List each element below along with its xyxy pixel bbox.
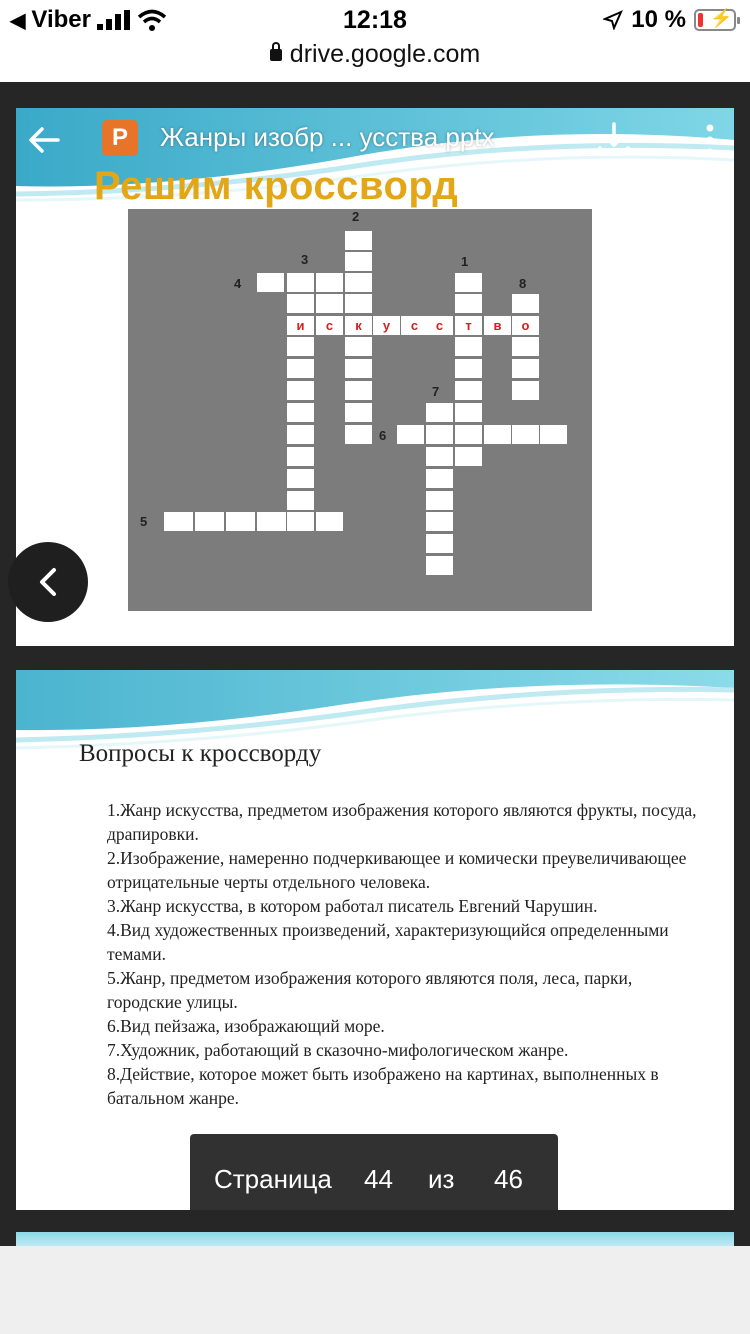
question-item: 2.Изображение, намеренно подчеркивающее и комически преувеличивающее отрицательные черты отдельного человека. bbox=[107, 848, 687, 892]
crossword-grid bbox=[128, 209, 592, 611]
back-to-app-icon[interactable]: ◀ bbox=[10, 9, 26, 32]
crossword-letter-cell: и bbox=[287, 316, 314, 335]
crossword-cell bbox=[512, 381, 539, 400]
crossword-cell bbox=[287, 359, 314, 378]
page-label: Страница bbox=[214, 1164, 332, 1194]
crossword-cell bbox=[455, 359, 482, 378]
crossword-cell bbox=[345, 403, 372, 422]
crossword-cell bbox=[287, 447, 314, 466]
page-of-label: из bbox=[428, 1164, 455, 1194]
crossword-cell bbox=[257, 273, 284, 292]
document-viewer[interactable] bbox=[0, 82, 750, 1246]
crossword-cell bbox=[455, 381, 482, 400]
crossword-cell bbox=[287, 469, 314, 488]
previous-file-button[interactable] bbox=[8, 542, 88, 622]
status-right bbox=[603, 6, 736, 34]
crossword-cell bbox=[345, 337, 372, 356]
crossword-cell bbox=[257, 512, 286, 531]
question-item: 6.Вид пейзажа, изображающий море. bbox=[107, 1016, 385, 1036]
crossword-letter-cell: о bbox=[512, 316, 539, 335]
crossword-cell bbox=[287, 294, 314, 313]
total-pages: 46 bbox=[494, 1164, 523, 1194]
crossword-cell bbox=[512, 359, 539, 378]
clue-number-8: 8 bbox=[519, 276, 527, 291]
crossword-cell bbox=[287, 512, 314, 531]
battery-icon: ⚡ bbox=[694, 9, 736, 31]
crossword-cell bbox=[345, 425, 372, 444]
crossword-letter-cell: с bbox=[401, 316, 428, 335]
crossword-cell bbox=[455, 403, 482, 422]
viewer-toolbar bbox=[16, 108, 734, 172]
crossword-cell bbox=[345, 381, 372, 400]
crossword-cell bbox=[345, 231, 372, 250]
battery-percent: 10 % bbox=[631, 6, 686, 33]
crossword-cell bbox=[287, 491, 314, 510]
crossword-cell bbox=[455, 273, 482, 292]
clue-number-4: 4 bbox=[234, 276, 242, 291]
crossword-letter-cell: у bbox=[373, 316, 400, 335]
crossword-cell bbox=[512, 425, 539, 444]
slide-crossword bbox=[16, 108, 734, 646]
crossword-cell bbox=[345, 252, 372, 271]
question-item: 1.Жанр искусства, предметом изображения которого являются фрукты, посуда, драпировки. bbox=[107, 800, 697, 844]
lock-icon bbox=[270, 49, 282, 61]
status-bar bbox=[0, 0, 750, 82]
crossword-cell bbox=[226, 512, 255, 531]
question-item: 5.Жанр, предметом изображения которого являются поля, леса, парки, городские улицы. bbox=[107, 968, 633, 1012]
bottom-safe-area bbox=[0, 1246, 750, 1334]
url-text: drive.google.com bbox=[289, 40, 481, 68]
crossword-cell bbox=[316, 273, 343, 292]
powerpoint-icon: P bbox=[102, 120, 138, 156]
clue-number-7: 7 bbox=[432, 384, 440, 399]
crossword-cell bbox=[426, 491, 453, 510]
crossword-cell bbox=[164, 512, 193, 531]
crossword-letter-cell: к bbox=[345, 316, 372, 335]
crossword-cell bbox=[426, 425, 453, 444]
current-page: 44 bbox=[364, 1164, 393, 1194]
slide-title: Вопросы к кроссворду bbox=[79, 740, 322, 767]
clue-number-6: 6 bbox=[379, 428, 387, 443]
question-item: 4.Вид художественных произведений, характеризующийся определенными темами. bbox=[107, 920, 669, 964]
crossword-letter-cell: в bbox=[484, 316, 511, 335]
crossword-cell bbox=[426, 447, 453, 466]
location-arrow-icon bbox=[603, 10, 623, 30]
address-bar[interactable] bbox=[0, 40, 750, 69]
clue-number-2: 2 bbox=[352, 209, 360, 224]
crossword-cell bbox=[426, 403, 453, 422]
crossword-letter-cell: с bbox=[316, 316, 343, 335]
crossword-cell bbox=[512, 337, 539, 356]
crossword-cell bbox=[455, 337, 482, 356]
file-title: Жанры изобр ... усства.pptx bbox=[160, 122, 495, 152]
crossword-cell bbox=[484, 425, 511, 444]
crossword-cell bbox=[426, 534, 453, 553]
crossword-cell bbox=[397, 425, 424, 444]
carrier-label: Viber bbox=[31, 6, 91, 33]
slide-title: Решим кроссворд bbox=[94, 164, 459, 208]
crossword-cell bbox=[287, 425, 314, 444]
questions-list bbox=[107, 798, 697, 1110]
crossword-cell bbox=[455, 447, 482, 466]
clue-number-1: 1 bbox=[461, 254, 469, 269]
clock: 12:18 bbox=[343, 6, 407, 34]
crossword-cell bbox=[345, 294, 372, 313]
crossword-cell bbox=[195, 512, 224, 531]
clue-number-3: 3 bbox=[301, 252, 309, 267]
crossword-cell bbox=[512, 294, 539, 313]
crossword-cell bbox=[426, 556, 453, 575]
crossword-cell bbox=[287, 403, 314, 422]
download-icon[interactable] bbox=[596, 120, 632, 160]
page-indicator bbox=[190, 1134, 558, 1222]
crossword-cell bbox=[316, 294, 343, 313]
crossword-cell bbox=[287, 381, 314, 400]
crossword-cell bbox=[426, 469, 453, 488]
more-vertical-icon[interactable] bbox=[700, 120, 720, 160]
question-item: 8.Действие, которое может быть изображено на картинах, выполненных в батальном жанре. bbox=[107, 1064, 659, 1108]
slide-next-peek bbox=[16, 1232, 734, 1246]
back-arrow-icon[interactable] bbox=[26, 122, 62, 158]
chevron-left-icon bbox=[8, 542, 88, 622]
crossword-cell bbox=[345, 273, 372, 292]
clue-number-5: 5 bbox=[140, 514, 148, 529]
crossword-letter-cell: с bbox=[426, 316, 453, 335]
crossword-cell bbox=[540, 425, 567, 444]
crossword-cell bbox=[345, 359, 372, 378]
slide-questions bbox=[16, 670, 734, 1210]
question-item: 3.Жанр искусства, в котором работал писатель Евгений Чарушин. bbox=[107, 896, 598, 916]
question-item: 7.Художник, работающий в сказочно-мифологическом жанре. bbox=[107, 1040, 569, 1060]
crossword-cell bbox=[316, 512, 343, 531]
crossword-cell bbox=[287, 273, 314, 292]
crossword-cell bbox=[287, 337, 314, 356]
crossword-letter-cell: т bbox=[455, 316, 482, 335]
crossword-cell bbox=[426, 512, 453, 531]
crossword-cell bbox=[455, 425, 482, 444]
crossword-cell bbox=[455, 294, 482, 313]
